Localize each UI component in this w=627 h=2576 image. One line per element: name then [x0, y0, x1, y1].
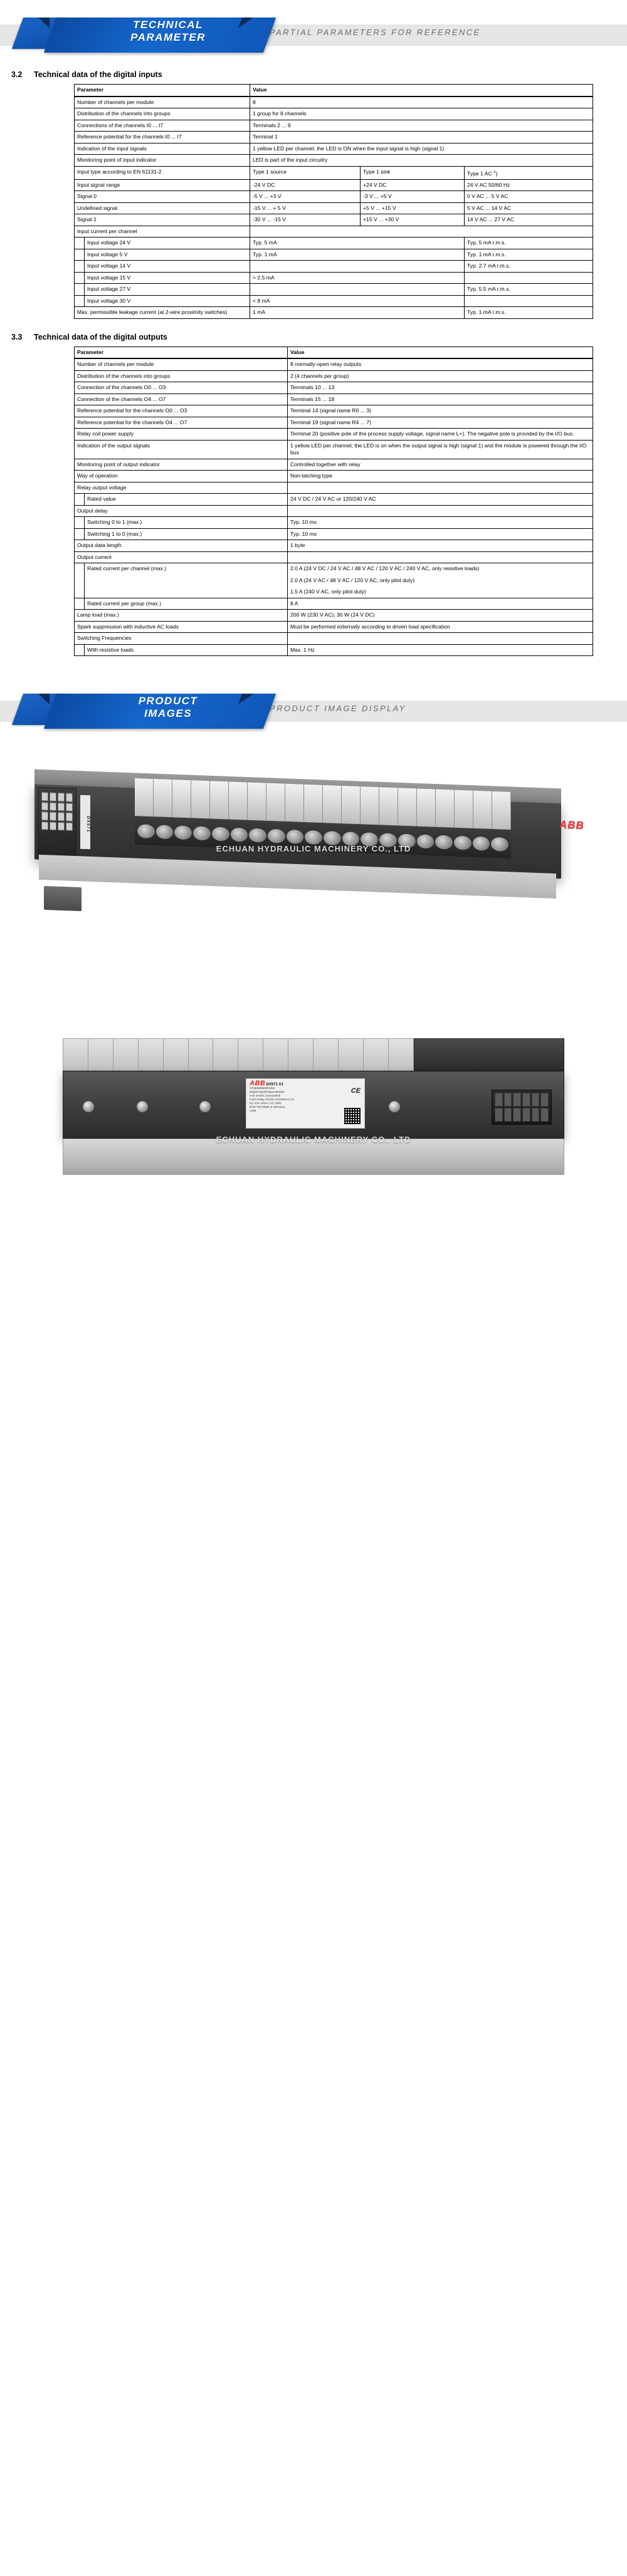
table-row	[75, 295, 593, 307]
row-value: Max. 1 Hz	[288, 644, 593, 656]
table-row	[75, 143, 593, 155]
row-value: 0 V AC ... 5 V AC	[465, 191, 593, 203]
row-value: Typ. 1 mA r.m.s.	[465, 307, 593, 319]
table-row	[75, 202, 593, 214]
row-value: < 8 mA	[250, 295, 465, 307]
row-parameter: Input voltage 30 V	[85, 295, 250, 307]
table-row	[75, 394, 593, 405]
table-row	[75, 179, 593, 191]
row-value: Typ. 10 ms	[288, 517, 593, 529]
nameplate-code: 1TNE968902R2301	[250, 1087, 275, 1090]
ribbon-tail-notch	[38, 18, 50, 28]
row-parameter: Max. permissible leakage current (at 2-wire proximity switches)	[75, 307, 250, 319]
row-indent-gutter	[75, 295, 85, 307]
row-value: -30 V ... -15 V	[250, 214, 361, 226]
row-parameter: Distribution of the channels into groups	[75, 108, 250, 120]
row-indent-gutter	[75, 249, 85, 261]
row-parameter: Connections of the channels I0 ... I7	[75, 120, 250, 132]
section-title: Technical data of the digital inputs	[34, 70, 162, 79]
row-parameter: Switching 0 to 1 (max.)	[85, 517, 288, 529]
row-parameter: Output delay	[75, 505, 288, 517]
technical-parameter-banner	[0, 9, 627, 56]
table-row	[75, 120, 593, 132]
row-parameter: Monitoring point of output indicator	[75, 459, 288, 471]
row-value: Typ. 2.7 mA r.m.s.	[465, 261, 593, 273]
table-row	[75, 440, 593, 459]
nameplate-model: DX571 A1	[266, 1083, 284, 1087]
row-indent-gutter	[75, 598, 85, 610]
row-indent-gutter	[75, 494, 85, 506]
nameplate-line2: 8 DI 24VDC source/sink	[250, 1094, 281, 1098]
table-header-row	[75, 85, 593, 96]
row-value: Typ. 1 mA r.m.s.	[465, 249, 593, 261]
row-parameter: Input voltage 15 V	[85, 272, 250, 284]
product-photo-angled	[0, 770, 627, 952]
col-header-value: Value	[250, 85, 593, 96]
table-row	[75, 505, 593, 517]
row-value: 1 mA	[250, 307, 465, 319]
table-row	[75, 551, 593, 563]
row-indent-gutter	[75, 517, 85, 529]
table-row	[75, 226, 593, 237]
table-row	[75, 598, 593, 610]
table-row	[75, 417, 593, 429]
row-value: Terminals 15 ... 18	[288, 394, 593, 405]
row-value	[288, 505, 593, 517]
row-indent-gutter	[75, 284, 85, 296]
row-parameter: Rated value	[85, 494, 288, 506]
row-value: 24 V AC 50/60 Hz	[465, 179, 593, 191]
col-header-value: Value	[288, 347, 593, 358]
row-parameter: Output current	[75, 551, 288, 563]
table-row	[75, 261, 593, 273]
row-value: Typ. 1 mA	[250, 249, 465, 261]
watermark-text: ECHUAN HYDRAULIC MACHINERY CO., LTD	[216, 1135, 411, 1145]
row-parameter: Number of channels per module	[75, 358, 288, 370]
table-row	[75, 358, 593, 370]
row-value: 1 yellow LED per channel; the LED is ON when the input signal is high (signal 1)	[250, 143, 593, 155]
io-bus-connector	[492, 1090, 552, 1125]
table-row	[75, 370, 593, 382]
product-images-banner	[0, 685, 627, 733]
row-parameter: Signal 1	[75, 214, 250, 226]
row-value: 8	[250, 96, 593, 108]
row-value: +24 V DC	[361, 179, 465, 191]
row-value	[250, 284, 465, 296]
row-indent-gutter	[75, 528, 85, 540]
nameplate-line4: DC 24V 10mA / AC 230V	[250, 1102, 282, 1105]
table-header-row	[75, 347, 593, 358]
row-parameter: Relay coil power supply	[75, 429, 288, 441]
banner-title-line1: PRODUCT	[138, 695, 198, 707]
row-parameter: Input type according to EN 61131-2	[75, 166, 250, 179]
row-value: Terminal 19 (signal name R4 ... 7)	[288, 417, 593, 429]
row-parameter: Relay output voltage	[75, 482, 288, 494]
section-number: 3.2	[11, 70, 23, 79]
product-image-area	[0, 770, 627, 1234]
row-value: Terminal 14 (signal name R0 ... 3)	[288, 405, 593, 417]
row-value: 2.0 A (24 V DC / 24 V AC / 48 V AC / 120 V AC / 240 V AC, only resistive loads) 2.0 A (24 V AC / 48 V AC / 120 V AC, only pilot duty) 1.5 A (240 V AC, only pilot duty)	[288, 563, 593, 598]
row-value: 5 V AC ... 14 V AC	[465, 202, 593, 214]
table-row	[75, 96, 593, 108]
product-photo-front	[0, 1027, 627, 1215]
row-value	[288, 551, 593, 563]
ce-mark: CE	[350, 1087, 361, 1095]
table-row	[75, 382, 593, 394]
nameplate-brand: ABB	[250, 1080, 266, 1088]
datamatrix-code	[344, 1108, 361, 1124]
row-value: Non-latching type	[288, 471, 593, 482]
table-row	[75, 494, 593, 506]
row-value: Type 1 AC $^1$)	[465, 166, 593, 179]
row-parameter: Monitoring point of input indicator	[75, 155, 250, 167]
table-row	[75, 155, 593, 167]
banner-title-line2: IMAGES	[144, 707, 192, 720]
row-value: Type 1 sink	[361, 166, 465, 179]
row-parameter: Lamp load (max.)	[75, 610, 288, 622]
row-indent-gutter	[75, 644, 85, 656]
banner-title-line2: PARAMETER	[130, 31, 206, 43]
row-parameter: Number of channels per module	[75, 96, 250, 108]
row-value: Typ. 5 mA r.m.s.	[465, 237, 593, 249]
row-value: 2 (4 channels per group)	[288, 370, 593, 382]
table-row	[75, 471, 593, 482]
row-parameter: Spark suppression with inductive AC loads	[75, 621, 288, 633]
row-value: Controlled together with relay	[288, 459, 593, 471]
row-value	[250, 261, 465, 273]
lower-terminal-block	[63, 1139, 564, 1175]
row-indent-gutter	[75, 261, 85, 273]
row-value: -3 V ... +5 V	[361, 191, 465, 203]
row-indent-gutter	[75, 563, 85, 598]
nameplate-date: 1409	[250, 1109, 256, 1113]
table-row	[75, 284, 593, 296]
row-value: 200 W (230 V AC), 30 W (24 V DC)	[288, 610, 593, 622]
upper-dark-cover	[414, 1038, 564, 1071]
row-value: +15 V ... +30 V	[361, 214, 465, 226]
table-row	[75, 540, 593, 552]
row-parameter: Connection of the channels O0 ... O3	[75, 382, 288, 394]
row-value: +5 V ... +15 V	[361, 202, 465, 214]
status-led-grid	[41, 792, 73, 831]
section-title: Technical data of the digital outputs	[34, 332, 167, 342]
table-row	[75, 166, 593, 179]
table-row	[75, 307, 593, 319]
digital-outputs-table-body	[75, 358, 593, 656]
table-row	[75, 191, 593, 203]
row-parameter: Rated current per group (max.)	[85, 598, 288, 610]
module-side-label: DX571	[80, 795, 90, 850]
din-rail-foot	[44, 886, 82, 911]
row-parameter: Reference potential for the channels O0 ... O3	[75, 405, 288, 417]
row-value	[288, 482, 593, 494]
row-parameter: Input voltage 14 V	[85, 261, 250, 273]
row-parameter: Output data length	[75, 540, 288, 552]
row-value: Typ. 5 mA	[250, 237, 465, 249]
table-row	[75, 528, 593, 540]
product-nameplate	[246, 1078, 365, 1129]
row-parameter: Input voltage 27 V	[85, 284, 250, 296]
banner-ribbon	[18, 11, 312, 54]
row-value: Terminals 2 ... 9	[250, 120, 593, 132]
row-parameter: Reference potential for the channels O4 ... O7	[75, 417, 288, 429]
table-row	[75, 108, 593, 120]
digital-inputs-table-wrap	[0, 84, 627, 319]
table-row	[75, 132, 593, 143]
watermark-text: ECHUAN HYDRAULIC MACHINERY CO., LTD	[216, 844, 411, 854]
row-value: 1 yellow LED per channel; the LED is on when the output signal is high (signal 1) and the module is powered through the I/O bus	[288, 440, 593, 459]
row-value: Terminal 1	[250, 132, 593, 143]
row-value: Terminals 10 ... 13	[288, 382, 593, 394]
table-row	[75, 429, 593, 441]
ribbon-tail-notch	[38, 694, 50, 704]
banner-subtitle: PRODUCT IMAGE DISPLAY	[270, 704, 406, 714]
row-value: 1 group for 8 channels	[250, 108, 593, 120]
table-row	[75, 482, 593, 494]
banner-title	[65, 695, 271, 720]
row-parameter: Input voltage 24 V	[85, 237, 250, 249]
digital-inputs-table-body	[75, 96, 593, 319]
nameplate-line1: Digital Input/Output Module	[250, 1090, 285, 1094]
table-row	[75, 633, 593, 645]
row-value: 24 V DC / 24 V AC or 120/240 V AC	[288, 494, 593, 506]
row-value: 8 normally-open relay outputs	[288, 358, 593, 370]
abb-logo: ABB	[559, 818, 584, 832]
section-heading-3-2	[11, 70, 627, 79]
row-value: > 2.5 mA	[250, 272, 465, 284]
row-value: Typ. 10 ms	[288, 528, 593, 540]
row-parameter: With resistive loads	[85, 644, 288, 656]
banner-title-line1: TECHNICAL	[133, 19, 203, 31]
row-value	[288, 633, 593, 645]
banner-ribbon	[18, 687, 312, 730]
row-value: Typ. 5.5 mA r.m.s.	[465, 284, 593, 296]
row-parameter: Reference potential for the channels I0 ... I7	[75, 132, 250, 143]
row-parameter: Switching Frequencies	[75, 633, 288, 645]
row-indent-gutter	[75, 272, 85, 284]
table-row	[75, 405, 593, 417]
digital-outputs-table	[74, 347, 593, 657]
row-parameter: Indication of the input signals	[75, 143, 250, 155]
row-parameter: Input voltage 5 V	[85, 249, 250, 261]
row-value: Must be performed externally according to driven load specification	[288, 621, 593, 633]
row-value: Terminal 20 (positive pole of the process supply voltage, signal name L+). The negative pole is provided by the I/O bus.	[288, 429, 593, 441]
table-row	[75, 563, 593, 598]
row-parameter: Rated current per channel (max.)	[85, 563, 288, 598]
digital-outputs-table-wrap	[0, 347, 627, 657]
table-row	[75, 249, 593, 261]
table-row	[75, 610, 593, 622]
row-value: 8 A	[288, 598, 593, 610]
row-value: Type 1 source	[250, 166, 361, 179]
digital-inputs-table	[74, 84, 593, 319]
row-parameter: Way of operation	[75, 471, 288, 482]
row-value: 1 byte	[288, 540, 593, 552]
row-parameter: Input signal range	[75, 179, 250, 191]
row-value: LED is part of the input circuitry	[250, 155, 593, 167]
table-row	[75, 517, 593, 529]
row-parameter: Connection of the channels O4 ... O7	[75, 394, 288, 405]
row-parameter: Undefined signal	[75, 202, 250, 214]
row-parameter: Input current per channel	[75, 226, 250, 237]
section-number: 3.3	[11, 332, 23, 342]
row-value: 14 V AC ... 27 V AC	[465, 214, 593, 226]
row-parameter: Distribution of the channels into groups	[75, 370, 288, 382]
nameplate-line5: IP20 T40 Made in Germany	[250, 1105, 285, 1109]
row-value: -5 V ... +3 V	[250, 191, 361, 203]
table-row	[75, 237, 593, 249]
row-indent-gutter	[75, 237, 85, 249]
row-value	[465, 295, 593, 307]
col-header-parameter: Parameter	[75, 85, 250, 96]
row-parameter: Switching 1 to 0 (max.)	[85, 528, 288, 540]
row-value: -24 V DC	[250, 179, 361, 191]
banner-subtitle: PARTIAL PARAMETERS FOR REFERENCE	[270, 28, 481, 37]
table-row	[75, 459, 593, 471]
nameplate-line3: 8 DO Relay 24VDC 2A/230VAC 2A	[250, 1098, 295, 1102]
col-header-parameter: Parameter	[75, 347, 288, 358]
banner-title	[65, 19, 271, 44]
table-row	[75, 644, 593, 656]
table-row	[75, 621, 593, 633]
table-row	[75, 272, 593, 284]
row-parameter: Indication of the output signals	[75, 440, 288, 459]
row-value: -15 V ... + 5 V	[250, 202, 361, 214]
row-value	[465, 272, 593, 284]
table-row	[75, 214, 593, 226]
row-parameter: Signal 0	[75, 191, 250, 203]
section-heading-3-3	[11, 333, 627, 342]
row-value	[250, 226, 593, 237]
